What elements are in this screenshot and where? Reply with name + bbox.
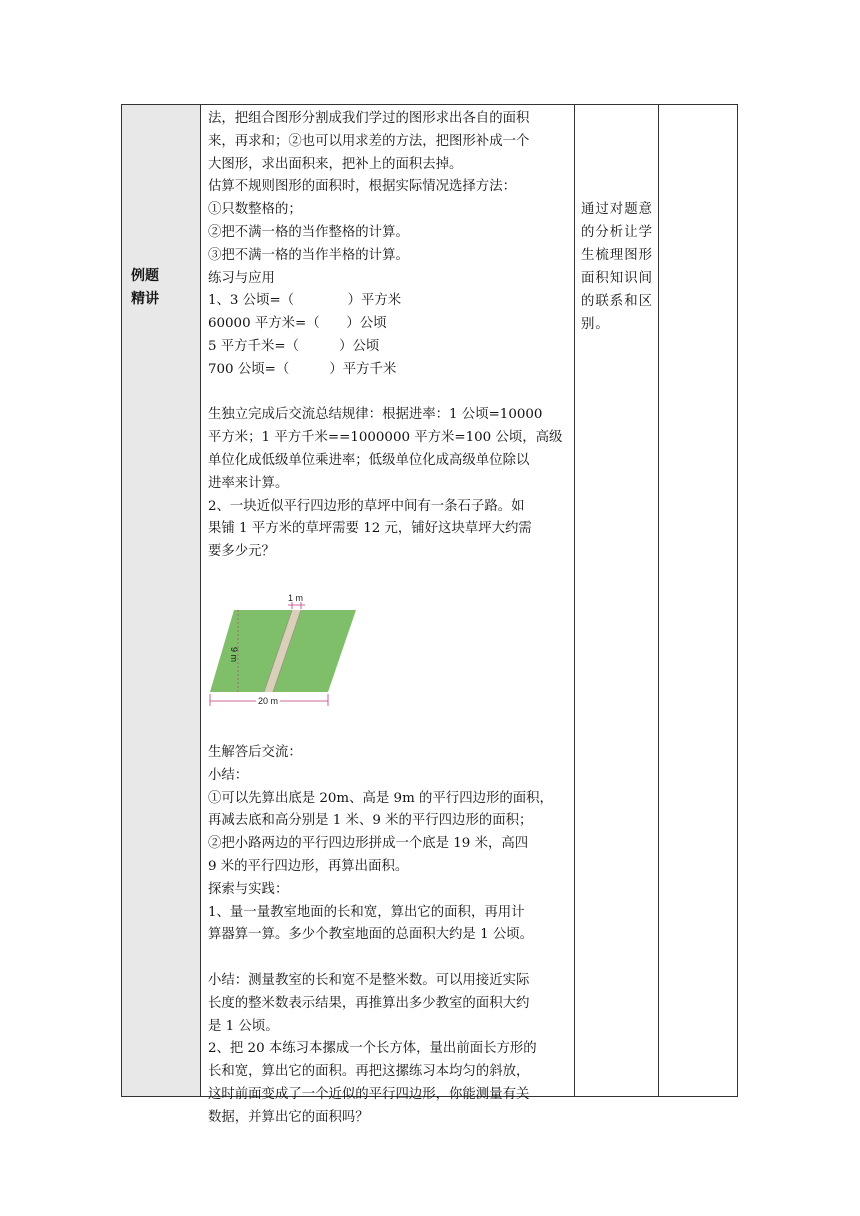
base-label: 20 m — [258, 695, 279, 706]
content-line: 算器算一算。多少个教室地面的总面积大约是 1 公顷。 — [208, 927, 534, 943]
content-line: 法，把组合图形分割成我们学过的图形求出各自的面积 — [208, 111, 530, 126]
content-line: 再减去底和高分别是 1 米、9 米的平行四边形的面积； — [208, 813, 533, 829]
lesson-table — [121, 104, 738, 1125]
content-line: ①只数整格的； — [208, 202, 302, 218]
content-line: 小结：测量教室的长和宽不是整米数。可以用接近实际 — [208, 972, 530, 988]
row-label — [131, 265, 159, 311]
content-line — [208, 382, 568, 405]
content-line: 长度的整米数表示结果，再推算出多少教室的面积大约 — [208, 995, 530, 1011]
content-line: 长和宽，算出它的面积。再把这摞练习本均匀的斜放， — [208, 1064, 530, 1080]
row-label-line: 精讲 — [131, 291, 159, 307]
content-line: 5 平方千米=（ ）公顷 — [208, 338, 380, 354]
main-content-cell — [201, 105, 575, 1125]
content-line: 1、3 公顷=（ ）平方米 — [208, 293, 402, 309]
content-line: 果铺 1 平方米的草坪需要 12 元，铺好这块草坪大约需 — [208, 521, 532, 537]
height-label: 9 m — [229, 646, 239, 662]
content-line: 小结： — [208, 767, 249, 783]
content-line: 估算不规则图形的面积时，根据实际情况选择方法： — [208, 179, 516, 195]
content-line: 是 1 公顷。 — [208, 1018, 279, 1034]
content-line — [208, 947, 568, 970]
content-line: 练习与应用 — [208, 270, 275, 286]
content-line: 2、把 20 本练习本摞成一个长方体，量出前面长方形的 — [208, 1041, 537, 1057]
content-line: ②把不满一格的当作整格的计算。 — [208, 224, 409, 240]
content-line: 9 米的平行四边形，再算出面积。 — [208, 858, 409, 874]
content-line: 60000 平方米=（ ）公顷 — [208, 316, 387, 332]
content-line: 单位化成低级单位乘进率；低级单位化成高级单位除以 — [208, 452, 530, 468]
content-line: 生独立完成后交流总结规律：根据进率：1 公顷=10000 — [208, 407, 543, 423]
content-line: 要多少元？ — [208, 544, 275, 560]
content-line: ②把小路两边的平行四边形拼成一个底是 19 米，高四 — [208, 836, 529, 852]
content-line: 1、量一量教室地面的长和宽，算出它的面积，再用计 — [208, 904, 525, 920]
content-line: 探索与实践： — [208, 881, 289, 897]
content-line: ①可以先算出底是 20m、高是 9m 的平行四边形的面积， — [208, 790, 553, 806]
main-text-part1 — [208, 108, 568, 564]
content-line: 平方米；1 平方千米==1000000 平方米=100 公顷，高级 — [208, 430, 563, 446]
content-line: 2、一块近似平行四边形的草坪中间有一条石子路。如 — [208, 498, 525, 514]
main-content — [208, 108, 568, 1129]
notes-cell — [659, 105, 737, 1096]
row-label-line: 例题 — [131, 268, 159, 284]
content-line: 700 公顷=（ ）平方千米 — [208, 361, 397, 377]
design-intent-cell — [575, 105, 659, 1096]
content-line: 这时前面变成了一个近似的平行四边形，你能测量有关 — [208, 1086, 530, 1102]
parallelogram-lawn-figure — [208, 594, 358, 712]
content-line: ③把不满一格的当作半格的计算。 — [208, 247, 409, 263]
content-line: 进率来计算。 — [208, 475, 289, 491]
main-text-part2 — [208, 742, 568, 1130]
content-line: 生解答后交流： — [208, 744, 302, 760]
path-width-label: 1 m — [288, 593, 304, 603]
row-label-cell — [122, 105, 201, 1096]
content-line: 大图形，求出面积来，把补上的面积去掉。 — [208, 156, 463, 172]
content-line: 来，再求和；②也可以用求差的方法，把图形补成一个 — [208, 133, 530, 149]
design-intent-text: 通过对题意的分析让学生梳理图形面积知识间的联系和区别。 — [581, 202, 653, 332]
content-line: 数据，并算出它的面积吗？ — [208, 1109, 369, 1125]
